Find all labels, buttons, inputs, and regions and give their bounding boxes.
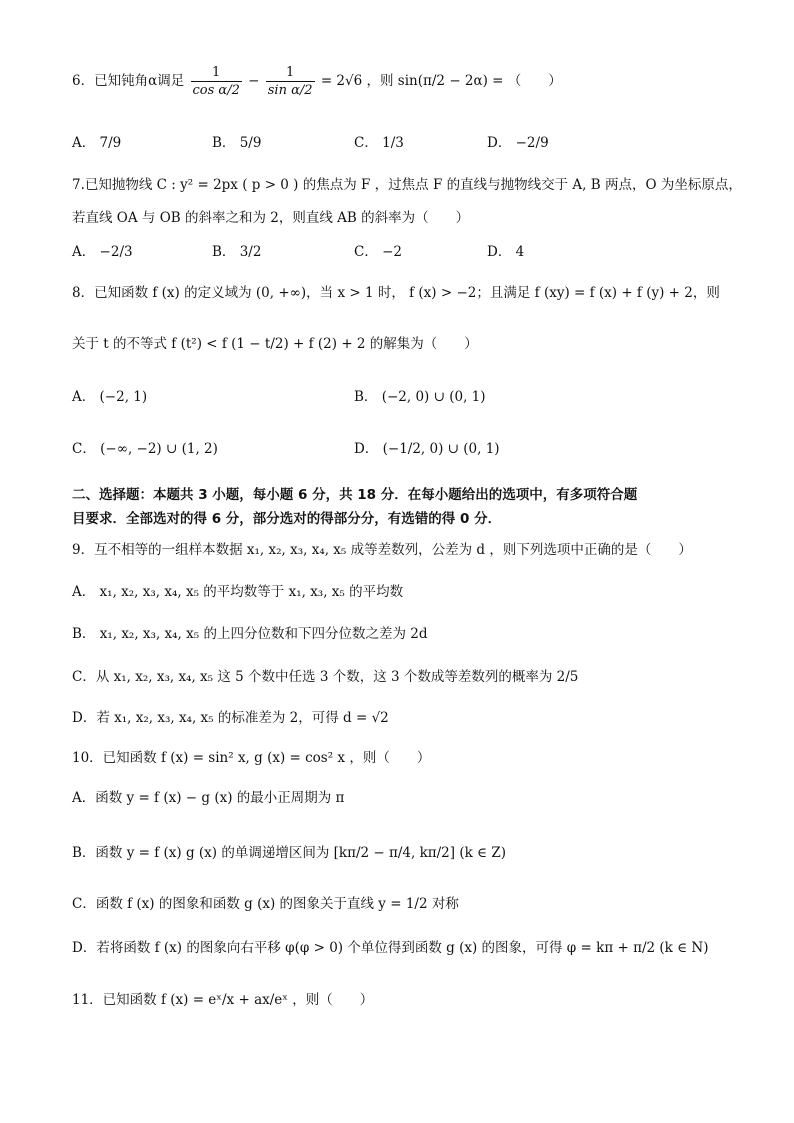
question-9-stem: 9．互不相等的一组样本数据 x₁, x₂, x₃, x₄, x₅ 成等差数列，公差为 d ，则下列选项中正确的是（ ） [72, 542, 692, 558]
q8-option-b[interactable]: B． (−2, 0) ∪ (0, 1) [354, 389, 486, 405]
question-8-line-1: 8．已知函数 f (x) 的定义域为 (0, +∞)，当 x > 1 时， f (x) > −2；且满足 f (xy) = f (x) + f (y) + 2，则 [72, 285, 720, 301]
q6-f2-num: 1 [286, 65, 295, 80]
q6-text-a: 6．已知钝角α调足 [72, 73, 185, 89]
q6-f2-den: sin α/2 [267, 83, 313, 98]
q6-option-b[interactable]: B． 5/9 [212, 135, 262, 151]
q10-option-b[interactable]: B．函数 y = f (x) g (x) 的单调递增区间为 [kπ/2 − π/4, kπ/2] (k ∈ Z) [72, 845, 506, 861]
q6-fraction-1 [191, 64, 242, 99]
q7-option-a[interactable]: A． −2/3 [72, 244, 133, 260]
question-8-line-2: 关于 t 的不等式 f (t²) < f (1 − t/2) + f (2) + 2 的解集为（ ） [72, 336, 478, 352]
q9-option-d[interactable]: D．若 x₁, x₂, x₃, x₄, x₅ 的标准差为 2，可得 d = √2 [72, 710, 389, 726]
q6-option-c[interactable]: C． 1/3 [354, 135, 404, 151]
question-10-stem: 10．已知函数 f (x) = sin² x, g (x) = cos² x ，则（ ） [72, 750, 431, 766]
question-11-stem: 11．已知函数 f (x) = eˣ/x + ax/eˣ ，则（ ） [72, 992, 374, 1008]
question-7-line-1: 7.已知抛物线 C : y² = 2px ( p > 0 ) 的焦点为 F ，过焦点 F 的直线与抛物线交于 A, B 两点，O 为坐标原点， [72, 177, 742, 193]
question-6-stem [72, 64, 732, 99]
q10-option-c[interactable]: C．函数 f (x) 的图象和函数 g (x) 的图象关于直线 y = 1/2 对称 [72, 896, 459, 912]
q6-option-a[interactable]: A． 7/9 [72, 135, 122, 151]
q6-f1-num: 1 [212, 65, 221, 80]
section-2-heading-line-1: 二、选择题：本题共 3 小题，每小题 6 分，共 18 分．在每小题给出的选项中，有多项符合题 [72, 487, 638, 503]
q8-option-d[interactable]: D． (−1/2, 0) ∪ (0, 1) [354, 441, 500, 457]
q10-option-d[interactable]: D．若将函数 f (x) 的图象向右平移 φ(φ > 0) 个单位得到函数 g (x) 的图象，可得 φ = kπ + π/2 (k ∈ N) [72, 940, 709, 956]
question-7-line-2: 若直线 OA 与 OB 的斜率之和为 2，则直线 AB 的斜率为（ ） [72, 210, 470, 226]
q6-text-b: ，则 sin(π/2 − 2α) = （ ） [366, 73, 562, 89]
q6-equals: = 2√6 [320, 73, 363, 89]
q6-f1-den: cos α/2 [192, 83, 240, 98]
q9-option-b[interactable]: B． x₁, x₂, x₃, x₄, x₅ 的上四分位数和下四分位数之差为 2d [72, 626, 428, 642]
q9-option-a[interactable]: A． x₁, x₂, x₃, x₄, x₅ 的平均数等于 x₁, x₃, x₅ 的平均数 [72, 584, 404, 600]
q6-option-d[interactable]: D． −2/9 [487, 135, 549, 151]
q7-option-c[interactable]: C． −2 [354, 244, 403, 260]
q8-option-c[interactable]: C． (−∞, −2) ∪ (1, 2) [72, 441, 218, 457]
q7-option-b[interactable]: B． 3/2 [212, 244, 262, 260]
q7-option-d[interactable]: D． 4 [487, 244, 525, 260]
q9-option-c[interactable]: C．从 x₁, x₂, x₃, x₄, x₅ 这 5 个数中任选 3 个数，这 3 个数成等差数列的概率为 2/5 [72, 669, 579, 685]
q6-fraction-2 [266, 64, 315, 99]
section-2-heading-line-2: 目要求．全部选对的得 6 分，部分选对的得部分分，有选错的得 0 分． [72, 511, 502, 527]
q8-option-a[interactable]: A． (−2, 1) [72, 389, 148, 405]
q6-minus: − [248, 73, 260, 89]
q10-option-a[interactable]: A．函数 y = f (x) − g (x) 的最小正周期为 π [72, 790, 345, 806]
